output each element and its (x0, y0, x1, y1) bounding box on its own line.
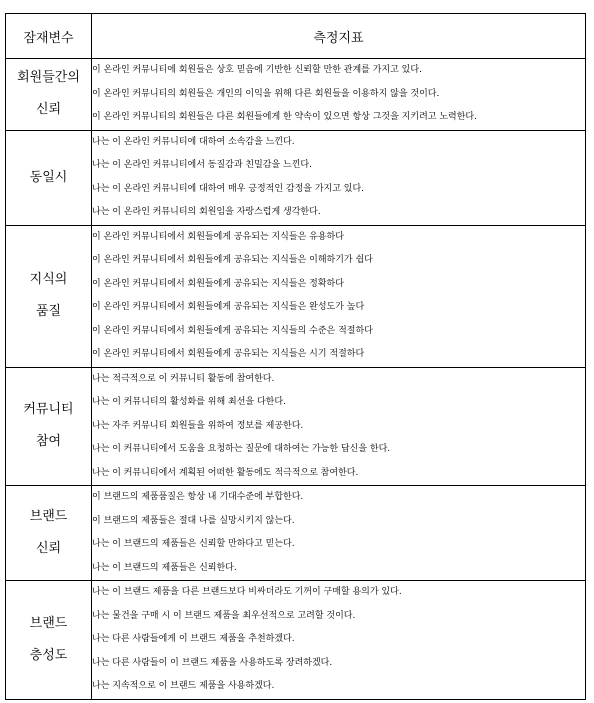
measurement-items-cell (92, 225, 586, 367)
measurement-items-cell (92, 59, 586, 131)
measurement-items-cell (92, 130, 586, 225)
measurement-item: 나는 다른 사람들에게 이 브랜드 제품을 추천하겠다. (92, 634, 295, 644)
table-row (6, 367, 586, 486)
header-row (6, 14, 586, 59)
measurement-item: 나는 적극적으로 이 커뮤니티 활동에 참여한다. (92, 373, 275, 384)
latent-variable-label: 신뢰 (35, 541, 62, 556)
latent-variable-cell (6, 367, 92, 486)
measurement-items-cell (92, 367, 586, 486)
latent-variable-label: 커뮤니티 (23, 402, 74, 418)
measurement-item: 나는 이 온라인 커뮤니티에서 동질감과 친밀감을 느낀다. (92, 160, 312, 170)
measurement-item: 이 온라인 커뮤니티에서 회원들에게 공유되는 지식들은 정확하다 (92, 278, 344, 289)
measurement-item: 나는 이 커뮤니티에서 계획된 어떠한 활동에도 적극적으로 참여한다. (92, 467, 359, 478)
header-latent-variable: 잠재변수 (6, 14, 92, 59)
latent-variable-label: 지식의 (29, 272, 68, 287)
survey-table (5, 13, 586, 700)
measurement-item: 나는 이 온라인 커뮤니티에 대하여 매우 긍정적인 감정을 가지고 있다. (92, 183, 365, 194)
table-row (6, 581, 586, 700)
measurement-item: 이 온라인 커뮤니티에서 회원들에게 공유되는 지식들은 이해하기가 쉽다 (92, 255, 373, 265)
measurement-item: 이 온라인 커뮤니티에 회원들은 상호 믿음에 기반한 신뢰할 만한 관계를 가지고 있다. (92, 65, 422, 75)
latent-variable-cell (6, 486, 92, 581)
measurement-item: 나는 물건을 구매 시 이 브랜드 제품을 최우선적으로 고려할 것이다. (92, 610, 356, 621)
measurement-item: 나는 자주 커뮤니티 회원들을 위하여 정보를 제공한다. (92, 420, 304, 431)
measurement-item: 이 온라인 커뮤니티에서 회원들에게 공유되는 지식들의 수준은 적절하다 (92, 325, 373, 336)
measurement-item: 나는 지속적으로 이 브랜드 제품을 사용하겠다. (92, 681, 275, 691)
measurement-item: 이 온라인 커뮤니티에서 회원들에게 공유되는 지식들은 시기 적절하다 (92, 349, 365, 359)
measurement-item: 나는 이 브랜드의 제품들은 신뢰한다. (92, 562, 237, 573)
measurement-item: 나는 이 브랜드 제품을 다른 브랜드보다 비싸더라도 기꺼이 구매할 용의가 있다. (92, 587, 402, 597)
latent-variable-label: 브랜드 (29, 509, 68, 524)
latent-variable-label: 신뢰 (35, 102, 62, 118)
latent-variable-label: 품질 (35, 304, 62, 319)
measurement-item: 나는 이 브랜드의 제품들은 신뢰할 만하다고 믿는다. (92, 539, 295, 549)
measurement-item: 이 온라인 커뮤니티에서 회원들에게 공유되는 지식들은 유용하다 (92, 231, 344, 242)
latent-variable-label: 충성도 (29, 647, 68, 663)
table-row (6, 59, 586, 131)
table-row (6, 130, 586, 225)
latent-variable-label: 참여 (35, 434, 62, 450)
header-measurement-items: 측정지표 (92, 14, 586, 59)
measurement-item: 이 온라인 커뮤니티의 회원들은 다른 회원들에게 한 약속이 있으면 항상 그것을 지키려고 노력한다. (92, 112, 477, 122)
measurement-item: 나는 다른 사람들이 이 브랜드 제품을 사용하도록 장려하겠다. (92, 657, 333, 668)
measurement-item: 나는 이 온라인 커뮤니티에 대하여 소속감을 느낀다. (92, 136, 295, 147)
measurement-items-cell (92, 581, 586, 700)
table-row (6, 225, 586, 367)
measurement-item: 나는 이 온라인 커뮤니티의 회원임을 자랑스럽게 생각한다. (92, 207, 321, 217)
latent-variable-cell (6, 225, 92, 367)
measurement-item: 이 브랜드의 제품품질은 항상 내 기대수준에 부합한다. (92, 492, 304, 502)
latent-variable-cell (6, 59, 92, 131)
table-row (6, 486, 586, 581)
measurement-items-cell (92, 486, 586, 581)
measurement-item: 나는 이 커뮤니티의 활성화를 위해 최선을 다한다. (92, 397, 286, 407)
latent-variable-label: 동일시 (29, 169, 68, 185)
latent-variable-label: 회원들간의 (17, 70, 80, 86)
latent-variable-cell (6, 130, 92, 225)
latent-variable-label: 브랜드 (29, 615, 68, 631)
measurement-item: 나는 이 커뮤니티에서 도움을 요청하는 질문에 대하여는 가능한 답신을 한다. (92, 444, 391, 454)
latent-variable-cell (6, 581, 92, 700)
measurement-item: 이 브랜드의 제품들은 절대 나를 실망시키지 않는다. (92, 515, 295, 526)
measurement-item: 이 온라인 커뮤니티의 회원들은 개인의 이익을 위해 다른 회원들을 이용하지 않을 것이다. (92, 88, 440, 99)
measurement-item: 이 온라인 커뮤니티에서 회원들에게 공유되는 지식들은 완성도가 높다 (92, 302, 365, 312)
